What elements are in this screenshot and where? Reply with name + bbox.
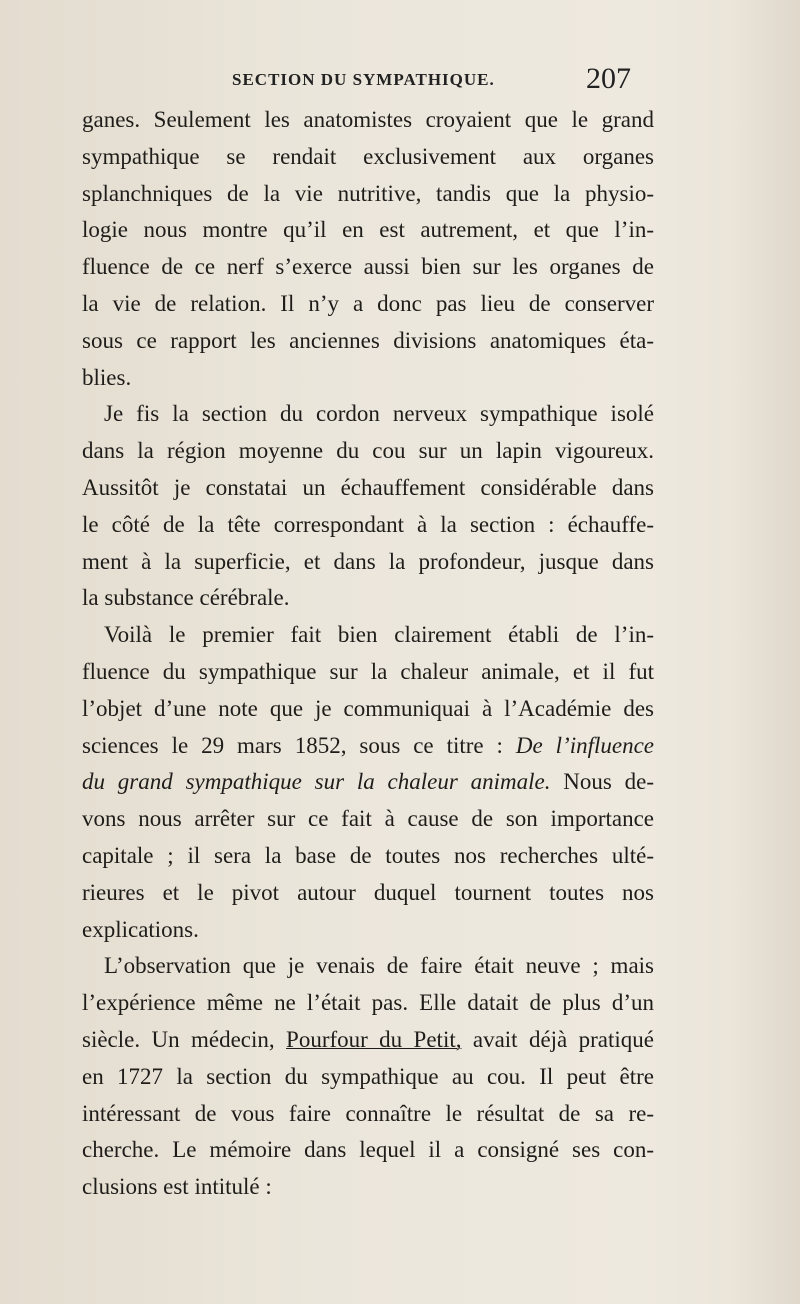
page-header	[0, 62, 800, 102]
text-line: Aussitôt je constatai un échauffement considérable dans	[82, 474, 654, 500]
page-edge-shadow	[730, 0, 800, 1304]
text-line: ment à la superficie, et dans la profondeur, jusque dans	[82, 548, 654, 574]
text-line: L’observation que je venais de faire était neuve ; mais	[104, 953, 654, 979]
text-line: sous ce rapport les anciennes divisions anatomiques éta-	[82, 327, 654, 353]
text-fragment: Nous de-	[563, 769, 655, 795]
text-line	[82, 1022, 654, 1059]
text-fragment: siècle. Un médecin,	[82, 1026, 275, 1052]
running-head: SECTION DU SYMPATHIQUE.	[232, 70, 495, 89]
page-number: 207	[586, 62, 631, 95]
text-line: vons nous arrêter sur ce fait à cause de son importance	[82, 806, 654, 832]
text-line: explications.	[82, 916, 199, 942]
work-title-italic: De l’influence	[515, 732, 655, 758]
text-line: sympathique se rendait exclusivement aux organes	[82, 143, 654, 169]
text-line: intéressant de vous faire connaître le résultat de sa re-	[82, 1100, 654, 1126]
text-line: l’expérience même ne l’était pas. Elle datait de plus d’un	[82, 990, 654, 1016]
text-line	[82, 764, 654, 801]
text-line: capitale ; il sera la base de toutes nos recherches ulté-	[82, 842, 654, 868]
work-title-italic: du grand sympathique sur la chaleur animale.	[82, 769, 551, 795]
text-fragment: avait déjà pratiqué	[472, 1026, 654, 1052]
text-line: cherche. Le mémoire dans lequel il a consigné ses con-	[82, 1137, 654, 1163]
text-line: ganes. Seulement les anatomistes croyaient que le grand	[82, 107, 654, 132]
body-text	[82, 102, 654, 1206]
text-line: logie nous montre qu’il en est autrement, et que l’in-	[82, 217, 654, 243]
text-line: en 1727 la section du sympathique au cou. Il peut être	[82, 1063, 654, 1089]
text-line: splanchniques de la vie nutritive, tandis que la physio-	[82, 180, 654, 206]
text-line: l’objet d’une note que je communiquai à l’Académie des	[82, 695, 654, 721]
text-line: la vie de relation. Il n’y a donc pas lieu de conserver	[82, 290, 654, 316]
text-line: rieures et le pivot autour duquel tournent toutes nos	[82, 879, 654, 905]
text-line: la substance cérébrale.	[82, 585, 290, 611]
text-line: dans la région moyenne du cou sur un lapin vigoureux.	[82, 438, 654, 464]
text-line: Je fis la section du cordon nerveux sympathique isolé	[104, 401, 654, 427]
text-line: fluence du sympathique sur la chaleur animale, et il fut	[82, 658, 654, 684]
text-line: fluence de ce nerf s’exerce aussi bien sur les organes de	[82, 254, 654, 280]
text-fragment: sciences le 29 mars 1852, sous ce titre :	[82, 732, 503, 758]
text-line	[82, 728, 654, 765]
text-line: blies.	[82, 364, 132, 390]
text-line: Voilà le premier fait bien clairement établi de l’in-	[104, 622, 654, 648]
text-line: clusions est intitulé :	[82, 1174, 272, 1200]
underlined-name: Pourfour du Petit,	[286, 1026, 462, 1052]
text-line: le côté de la tête correspondant à la section : échauffe-	[82, 511, 654, 537]
